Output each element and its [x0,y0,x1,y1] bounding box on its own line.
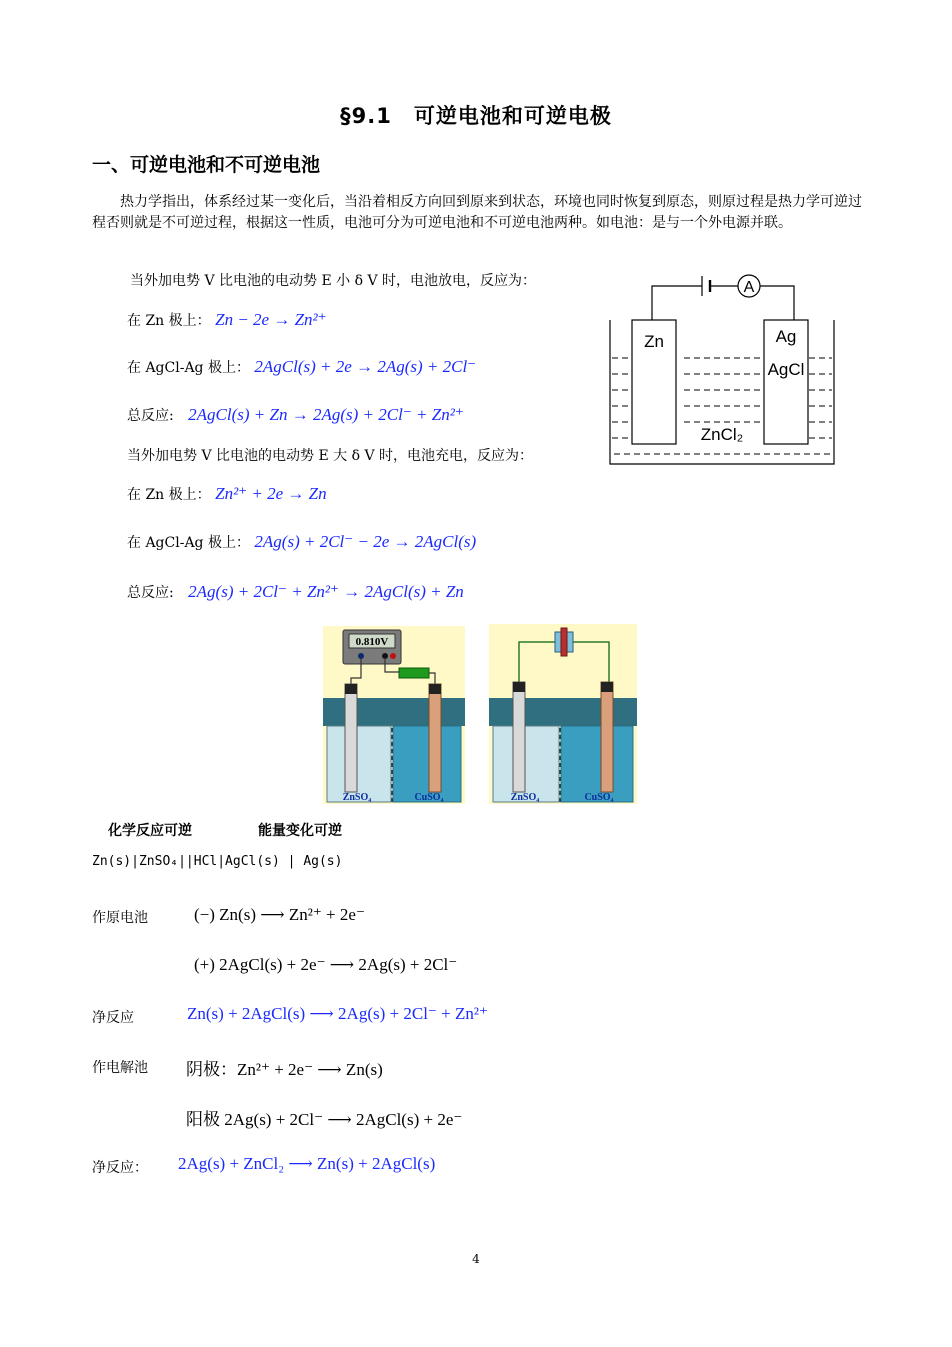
discharge-agcl-label: 在 AgCl-Ag 极上： [127,360,250,376]
charge-total-label: 总反应: [127,585,174,601]
charge-zn-row [127,484,327,504]
copper-sulfate-label: CuSO₄ [414,792,444,803]
daniell-cell-charging-photo [489,624,637,804]
galvanic-net-label: 净反应 [92,1010,134,1026]
discharge-total-label: 总反应: [127,408,174,424]
charge-agcl-row [127,532,476,552]
galvanic-label: 作原电池 [92,910,148,926]
galvanic-cathode-equation: (+) 2AgCl(s) + 2e⁻ ⟶ 2Ag(s) + 2Cl⁻ [194,955,458,974]
ag-electrode-label: Ag [775,327,797,346]
ammeter-label: A [743,279,755,296]
charge-total-equation: 2Ag(s) + 2Cl⁻ + Zn²⁺ → 2AgCl(s) + Zn [188,582,464,601]
discharge-agcl-equation: 2AgCl(s) + 2e → 2Ag(s) + 2Cl⁻ [254,357,477,376]
discharge-zn-label: 在 Zn 极上： [127,313,211,329]
daniell-cell-voltmeter-photo [323,626,465,804]
zinc-sulfate-label: ZnSO₄ [342,792,372,803]
copper-sulfate-label-2: CuSO₄ [584,792,614,803]
zinc-sulfate-label-2: ZnSO₄ [510,792,540,803]
cu-rod-2 [601,682,613,792]
galvanic-net-equation: Zn(s) + 2AgCl(s) ⟶ 2Ag(s) + 2Cl⁻ + Zn²⁺ [187,1004,488,1023]
electrolytic-net-label: 净反应： [92,1160,148,1176]
electrolyte-label: ZnCl₂ [700,425,744,444]
intro-paragraph: 热力学指出，体系经过某一变化后，当沿着相反方向回到原来到状态，环境也同时恢复到原态，则原过程是热力学可逆过程否则就是不可逆过程，根据这一性质，电池可分为可逆电池和不可逆电池两种。如电池：是与一个外电源并联。 [92,194,862,231]
cell-notation: Zn(s)|ZnSO₄||HCl|AgCl(s) | Ag(s) [92,854,343,869]
discharge-total-row [127,405,464,425]
discharge-intro: 当外加电势 V 比电池的电动势 E 小 δ V 时，电池放电，反应为： [130,273,537,289]
cu-rod [429,684,441,792]
charge-zn-equation: Zn²⁺ + 2e → Zn [215,484,327,503]
discharge-total-equation: 2AgCl(s) + Zn → 2Ag(s) + 2Cl⁻ + Zn²⁺ [188,405,464,424]
page-title: §9.1 可逆电池和可逆电极 [340,104,612,128]
voltmeter-reading: 0.810V [355,636,389,648]
electrolytic-cathode-equation: 阴极：Zn²⁺ + 2e⁻ ⟶ Zn(s) [186,1060,383,1079]
caption-chemical-reversible: 化学反应可逆 [108,823,192,839]
discharge-zn-equation: Zn − 2e → Zn²⁺ [215,310,327,329]
discharge-zn-row [127,310,327,330]
electrolytic-anode-equation: 阳极 2Ag(s) + 2Cl⁻ ⟶ 2AgCl(s) + 2e⁻ [186,1110,463,1129]
zn-rod [345,684,357,792]
discharge-agcl-row [127,357,476,377]
electrolytic-net-equation: 2Ag(s) + ZnCl₂ ⟶ Zn(s) + 2AgCl(s) [178,1154,436,1173]
caption-energy-reversible: 能量变化可逆 [258,823,342,839]
charge-agcl-label: 在 AgCl-Ag 极上： [127,535,250,551]
resistor-icon [399,668,429,678]
charge-agcl-equation: 2Ag(s) + 2Cl⁻ − 2e → 2AgCl(s) [254,532,477,551]
agcl-electrode-label: AgCl [767,360,805,379]
page-number: 4 [472,1252,480,1266]
charge-total-row [127,582,464,602]
zn-rod-2 [513,682,525,792]
electrolytic-label: 作电解池 [92,1060,148,1076]
cell-diagram [604,268,840,468]
section-heading: 一、可逆电池和不可逆电池 [92,154,321,176]
charge-zn-label: 在 Zn 极上： [127,487,211,503]
galvanic-anode-equation: (−) Zn(s) ⟶ Zn²⁺ + 2e⁻ [194,905,365,924]
zn-electrode-label: Zn [644,332,664,351]
charge-intro: 当外加电势 V 比电池的电动势 E 大 δ V 时，电池充电，反应为： [127,448,534,464]
